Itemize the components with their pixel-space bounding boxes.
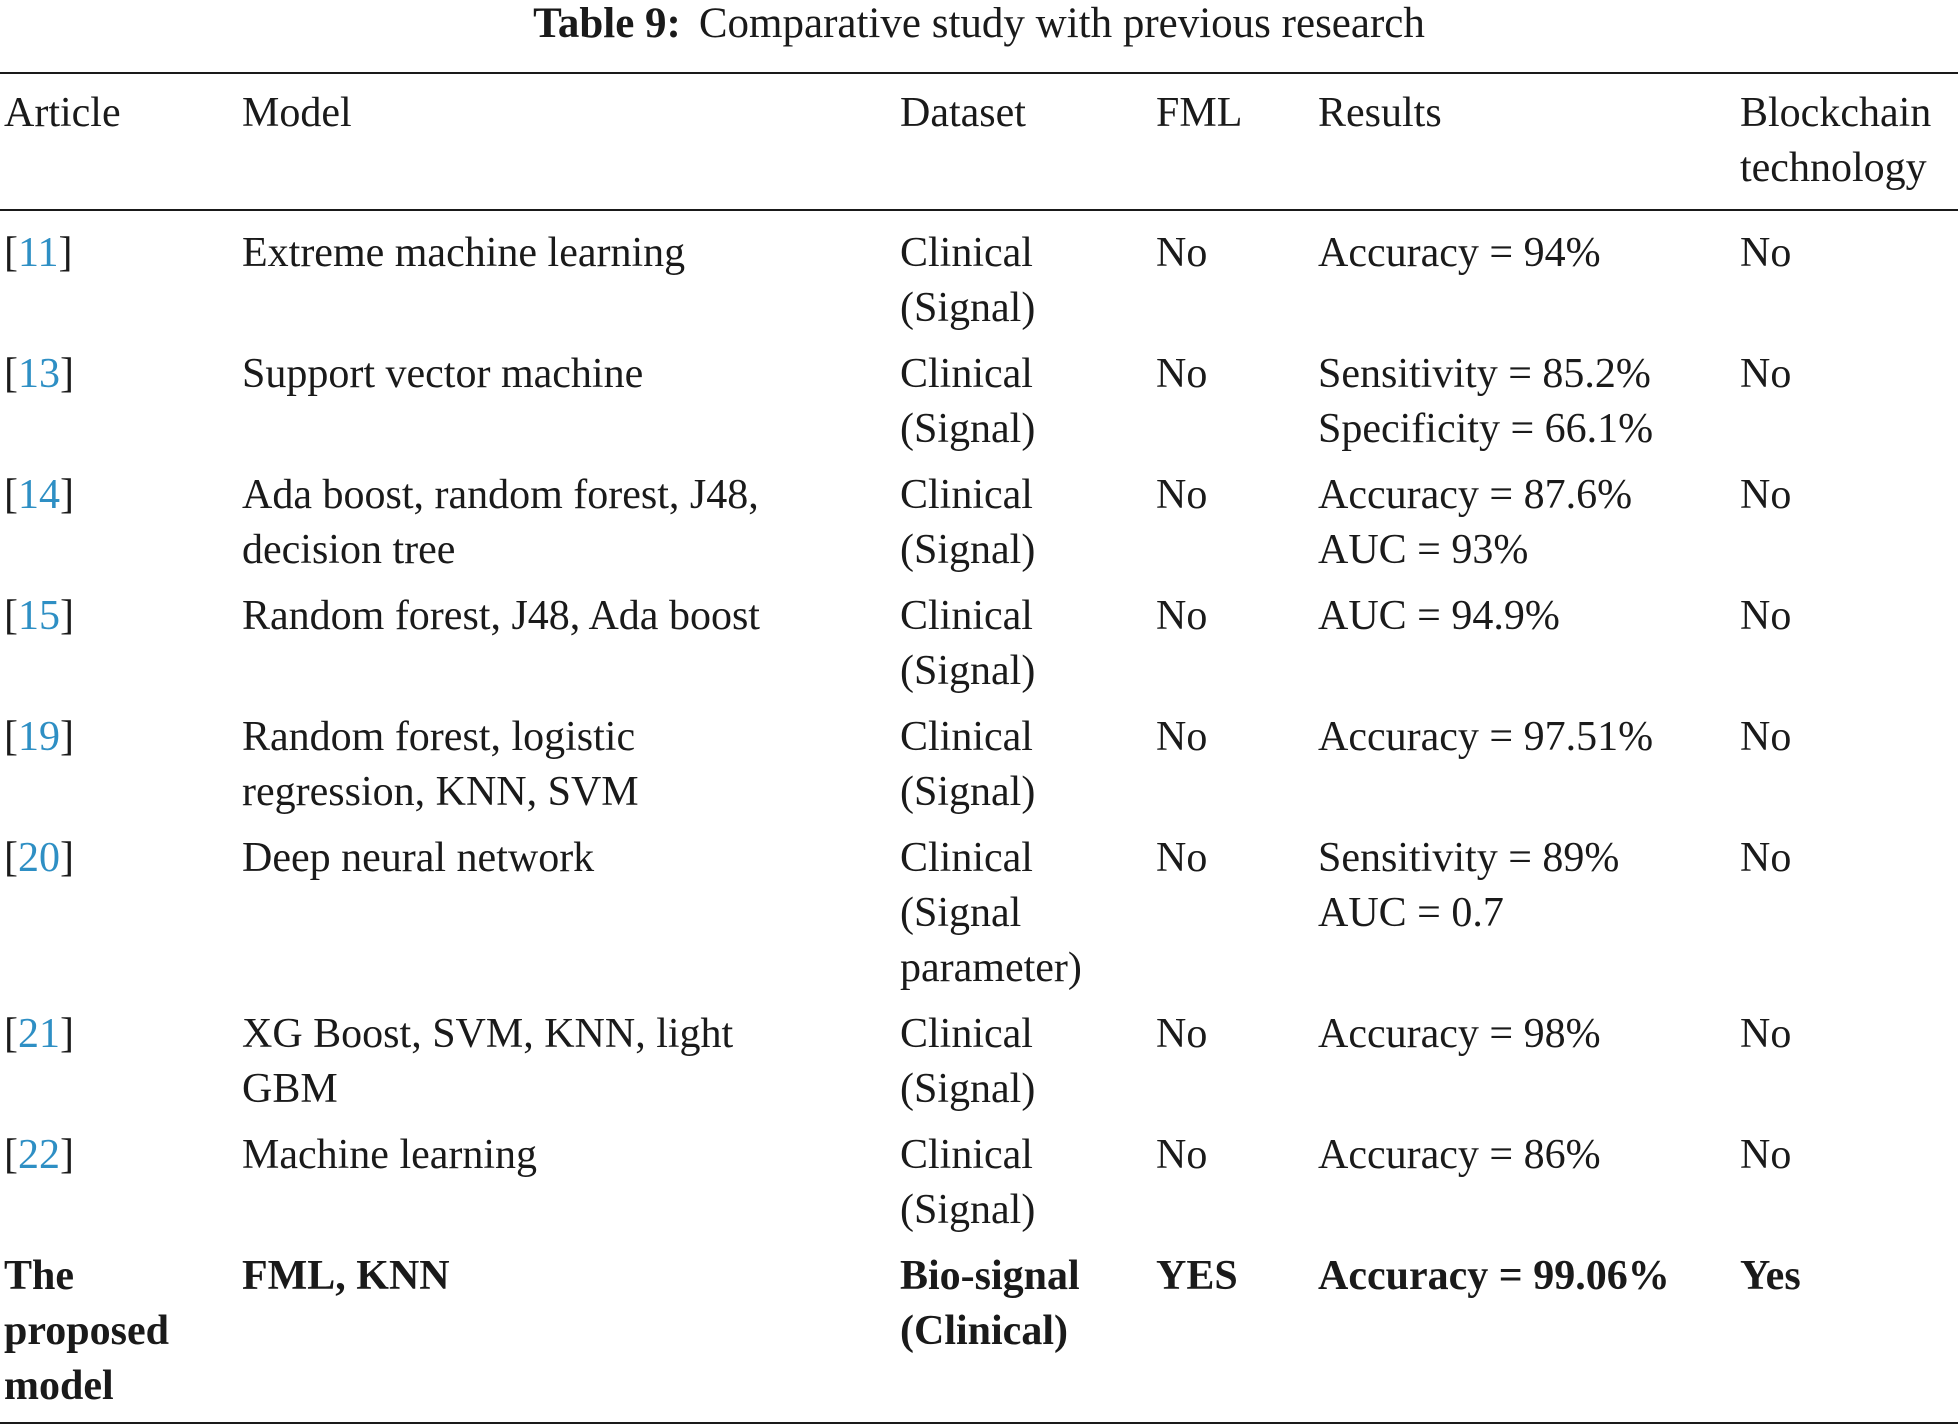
cell-line: Clinical	[900, 1132, 1033, 1178]
comparison-table	[0, 72, 1958, 1424]
cell-line: (Signal)	[900, 648, 1036, 694]
cell-results	[1314, 1001, 1736, 1122]
cell-dataset	[896, 1001, 1152, 1122]
cell-dataset	[896, 583, 1152, 704]
cell-results	[1314, 210, 1736, 341]
cell-line: Sensitivity = 85.2%	[1318, 351, 1651, 397]
cell-model	[238, 1001, 896, 1122]
cell-results	[1314, 462, 1736, 583]
table-row	[0, 341, 1958, 462]
table-caption-label: Table 9:	[533, 0, 681, 47]
cell-model: FML, KNN	[242, 1253, 450, 1299]
cell-line: Clinical	[900, 472, 1033, 518]
table-row-proposed	[0, 1243, 1958, 1423]
cell-line: Support vector machine	[242, 351, 644, 397]
header-results: Results	[1318, 90, 1442, 136]
cell-line: parameter)	[900, 945, 1082, 991]
cell-model	[238, 341, 896, 462]
cell-results	[1314, 583, 1736, 704]
header-fml: FML	[1156, 90, 1243, 136]
header-article: Article	[4, 90, 121, 136]
cell-blockchain: No	[1740, 593, 1792, 639]
table-row	[0, 1122, 1958, 1243]
cell-line: AUC = 93%	[1318, 527, 1529, 573]
cell-line: (Signal	[900, 890, 1022, 936]
cell-results	[1314, 341, 1736, 462]
cell-results	[1314, 704, 1736, 825]
header-blockchain	[1736, 73, 1958, 210]
cell-article: [11]	[4, 230, 73, 276]
header-dataset: Dataset	[900, 90, 1026, 136]
cell-line: Accuracy = 94%	[1318, 230, 1601, 276]
cell-line: (Signal)	[900, 285, 1036, 331]
cell-line: Bio-signal	[900, 1253, 1080, 1299]
cell-blockchain: Yes	[1740, 1253, 1801, 1299]
cell-line: model	[4, 1363, 114, 1409]
table-row	[0, 462, 1958, 583]
cell-fml: No	[1156, 1132, 1208, 1178]
cell-dataset	[896, 704, 1152, 825]
cell-line: Clinical	[900, 230, 1033, 276]
cell-line: Extreme machine learning	[242, 230, 686, 276]
citation-link[interactable]: 11	[18, 230, 59, 276]
cell-fml: No	[1156, 593, 1208, 639]
cell-line: proposed	[4, 1308, 169, 1354]
cell-dataset	[896, 462, 1152, 583]
citation-link[interactable]: 20	[18, 835, 60, 881]
cell-model	[238, 704, 896, 825]
cell-article: [15]	[4, 593, 74, 639]
cell-line: regression, KNN, SVM	[242, 769, 639, 815]
cell-results: Accuracy = 99.06%	[1318, 1253, 1670, 1299]
table-body	[0, 210, 1958, 1423]
cell-line: Deep neural network	[242, 835, 595, 881]
cell-line: AUC = 94.9%	[1318, 593, 1560, 639]
cell-model	[238, 583, 896, 704]
cell-fml: No	[1156, 835, 1208, 881]
table-caption-text: Comparative study with previous research	[698, 0, 1425, 47]
table-row	[0, 210, 1958, 341]
table-row	[0, 825, 1958, 1001]
cell-line: (Signal)	[900, 1066, 1036, 1112]
cell-line: Accuracy = 97.51%	[1318, 714, 1654, 760]
cell-article	[0, 1243, 238, 1423]
cell-line: AUC = 0.7	[1318, 890, 1504, 936]
cell-line: Clinical	[900, 593, 1033, 639]
cell-line: (Signal)	[900, 527, 1036, 573]
cell-model	[238, 462, 896, 583]
cell-line: Random forest, J48, Ada boost	[242, 593, 760, 639]
table-row	[0, 704, 1958, 825]
citation-link[interactable]: 21	[18, 1011, 60, 1057]
cell-article: [13]	[4, 351, 74, 397]
cell-fml: No	[1156, 472, 1208, 518]
table-row	[0, 1001, 1958, 1122]
cell-blockchain: No	[1740, 835, 1792, 881]
cell-blockchain: No	[1740, 1011, 1792, 1057]
cell-article: [14]	[4, 472, 74, 518]
cell-line: (Signal)	[900, 1187, 1036, 1233]
cell-fml: No	[1156, 351, 1208, 397]
cell-line: (Clinical)	[900, 1308, 1068, 1354]
cell-blockchain: No	[1740, 351, 1792, 397]
cell-blockchain: No	[1740, 230, 1792, 276]
cell-line: Accuracy = 98%	[1318, 1011, 1601, 1057]
cell-article: [22]	[4, 1132, 74, 1178]
cell-line: Accuracy = 87.6%	[1318, 472, 1633, 518]
cell-fml: No	[1156, 714, 1208, 760]
cell-line: Machine learning	[242, 1132, 538, 1178]
header-blockchain-line: Blockchain	[1740, 90, 1932, 136]
header-row	[0, 73, 1958, 210]
cell-dataset	[896, 1122, 1152, 1243]
header-model: Model	[242, 90, 352, 136]
table-header	[0, 73, 1958, 210]
table-caption	[0, 0, 1958, 60]
cell-model	[238, 210, 896, 341]
cell-line: (Signal)	[900, 406, 1036, 452]
cell-model	[238, 1122, 896, 1243]
cell-line: Clinical	[900, 351, 1033, 397]
citation-link[interactable]: 13	[18, 351, 60, 397]
cell-line: Sensitivity = 89%	[1318, 835, 1620, 881]
cell-blockchain: No	[1740, 1132, 1792, 1178]
cell-line: XG Boost, SVM, KNN, light	[242, 1011, 734, 1057]
citation-link[interactable]: 22	[18, 1132, 60, 1178]
cell-article: [19]	[4, 714, 74, 760]
cell-line: Random forest, logistic	[242, 714, 636, 760]
cell-line: Clinical	[900, 835, 1033, 881]
cell-line: (Signal)	[900, 769, 1036, 815]
cell-blockchain: No	[1740, 714, 1792, 760]
cell-line: Accuracy = 86%	[1318, 1132, 1601, 1178]
cell-line: GBM	[242, 1066, 338, 1112]
cell-dataset	[896, 341, 1152, 462]
cell-line: Ada boost, random forest, J48,	[242, 472, 759, 518]
cell-fml: No	[1156, 230, 1208, 276]
header-blockchain-line: technology	[1740, 145, 1927, 191]
citation-link[interactable]: 14	[18, 472, 60, 518]
cell-fml: No	[1156, 1011, 1208, 1057]
cell-article: [21]	[4, 1011, 74, 1057]
cell-fml: YES	[1156, 1253, 1238, 1299]
citation-link[interactable]: 15	[18, 593, 60, 639]
cell-results	[1314, 825, 1736, 1001]
cell-line: The	[4, 1253, 75, 1299]
cell-model	[238, 825, 896, 1001]
cell-dataset	[896, 1243, 1152, 1423]
table-row	[0, 583, 1958, 704]
cell-line: Clinical	[900, 1011, 1033, 1057]
cell-line: decision tree	[242, 527, 456, 573]
cell-blockchain: No	[1740, 472, 1792, 518]
cell-dataset	[896, 210, 1152, 341]
cell-line: Specificity = 66.1%	[1318, 406, 1654, 452]
cell-line: Clinical	[900, 714, 1033, 760]
citation-link[interactable]: 19	[18, 714, 60, 760]
cell-dataset	[896, 825, 1152, 1001]
cell-article: [20]	[4, 835, 74, 881]
cell-results	[1314, 1122, 1736, 1243]
